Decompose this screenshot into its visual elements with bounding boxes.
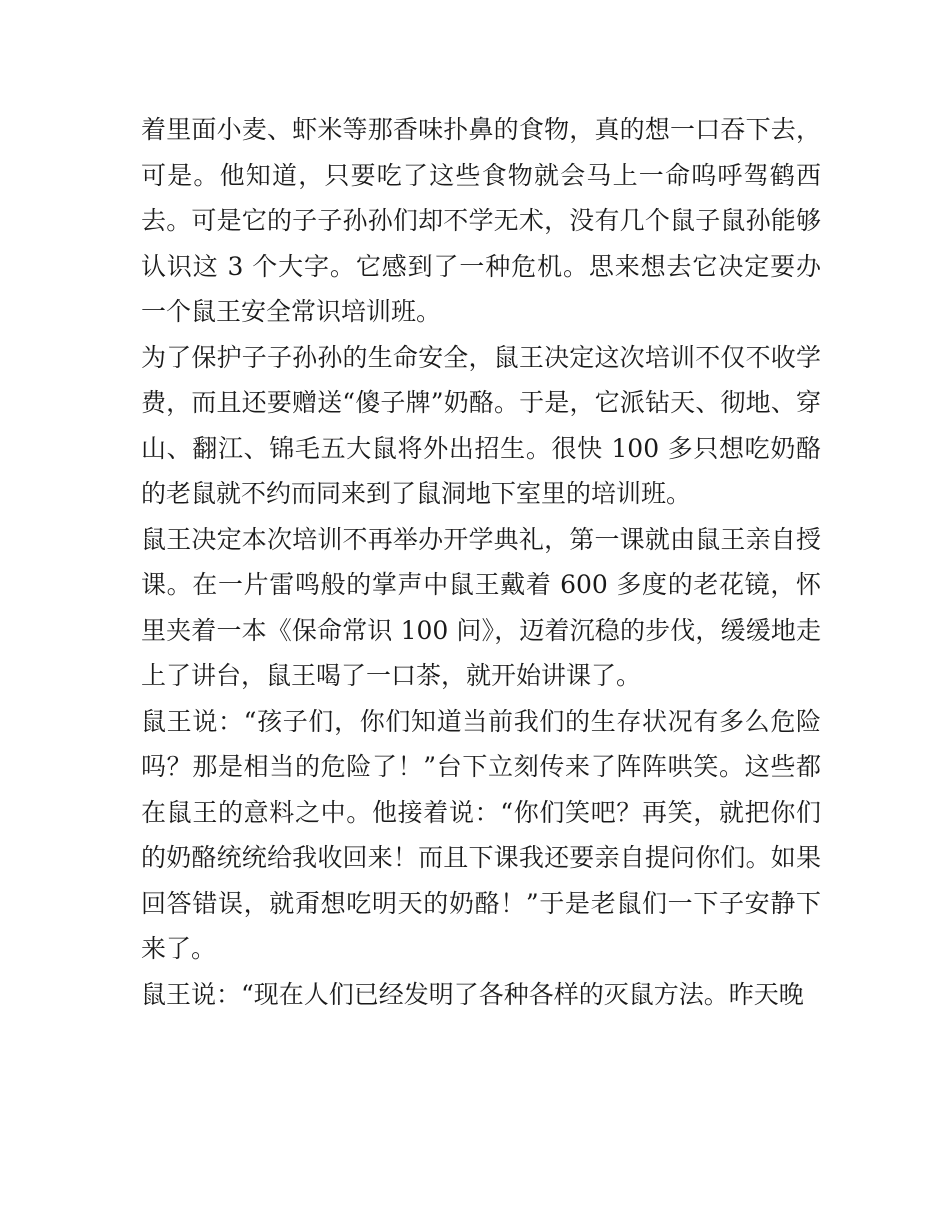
paragraph-2: 为了保护子子孙孙的生命安全，鼠王决定这次培训不仅不收学费，而且还要赠送“傻子牌”奶酪。于是，它派钻天、彻地、穿山、翻江、锦毛五大鼠将外出招生。很快 100 多只想吃奶酪的老鼠就不约而同来到了鼠洞地下室里的培训班。 (141, 342, 821, 508)
paragraph-1: 着里面小麦、虾米等那香味扑鼻的食物，真的想一口吞下去，可是。他知道，只要吃了这些食物就会马上一命呜呼驾鹤西去。可是它的子子孙孙们却不学无术，没有几个鼠子鼠孙能够认识这 3 个大字。它感到了一种危机。思来想去它决定要办一个鼠王安全常识培训班。 (141, 115, 821, 326)
paragraph-3: 鼠王决定本次培训不再举办开学典礼，第一课就由鼠王亲自授课。在一片雷鸣般的掌声中鼠王戴着 600 多度的老花镜，怀里夹着一本《保命常识 100 问》，迈着沉稳的步伐，缓缓地走上了讲台，鼠王喝了一口茶，就开始讲课了。 (141, 524, 821, 690)
paragraph-4: 鼠王说：“孩子们，你们知道当前我们的生存状况有多么危险吗？那是相当的危险了！”台下立刻传来了阵阵哄笑。这些都在鼠王的意料之中。他接着说：“你们笑吧？再笑，就把你们的奶酪统统给我收回来！而且下课我还要亲自提问你们。如果回答错误，就甭想吃明天的奶酪！”于是老鼠们一下子安静下来了。 (141, 706, 821, 963)
paragraph-5: 鼠王说：“现在人们已经发明了各种各样的灭鼠方法。昨天晚 (141, 979, 804, 1009)
body-text (141, 107, 821, 1017)
